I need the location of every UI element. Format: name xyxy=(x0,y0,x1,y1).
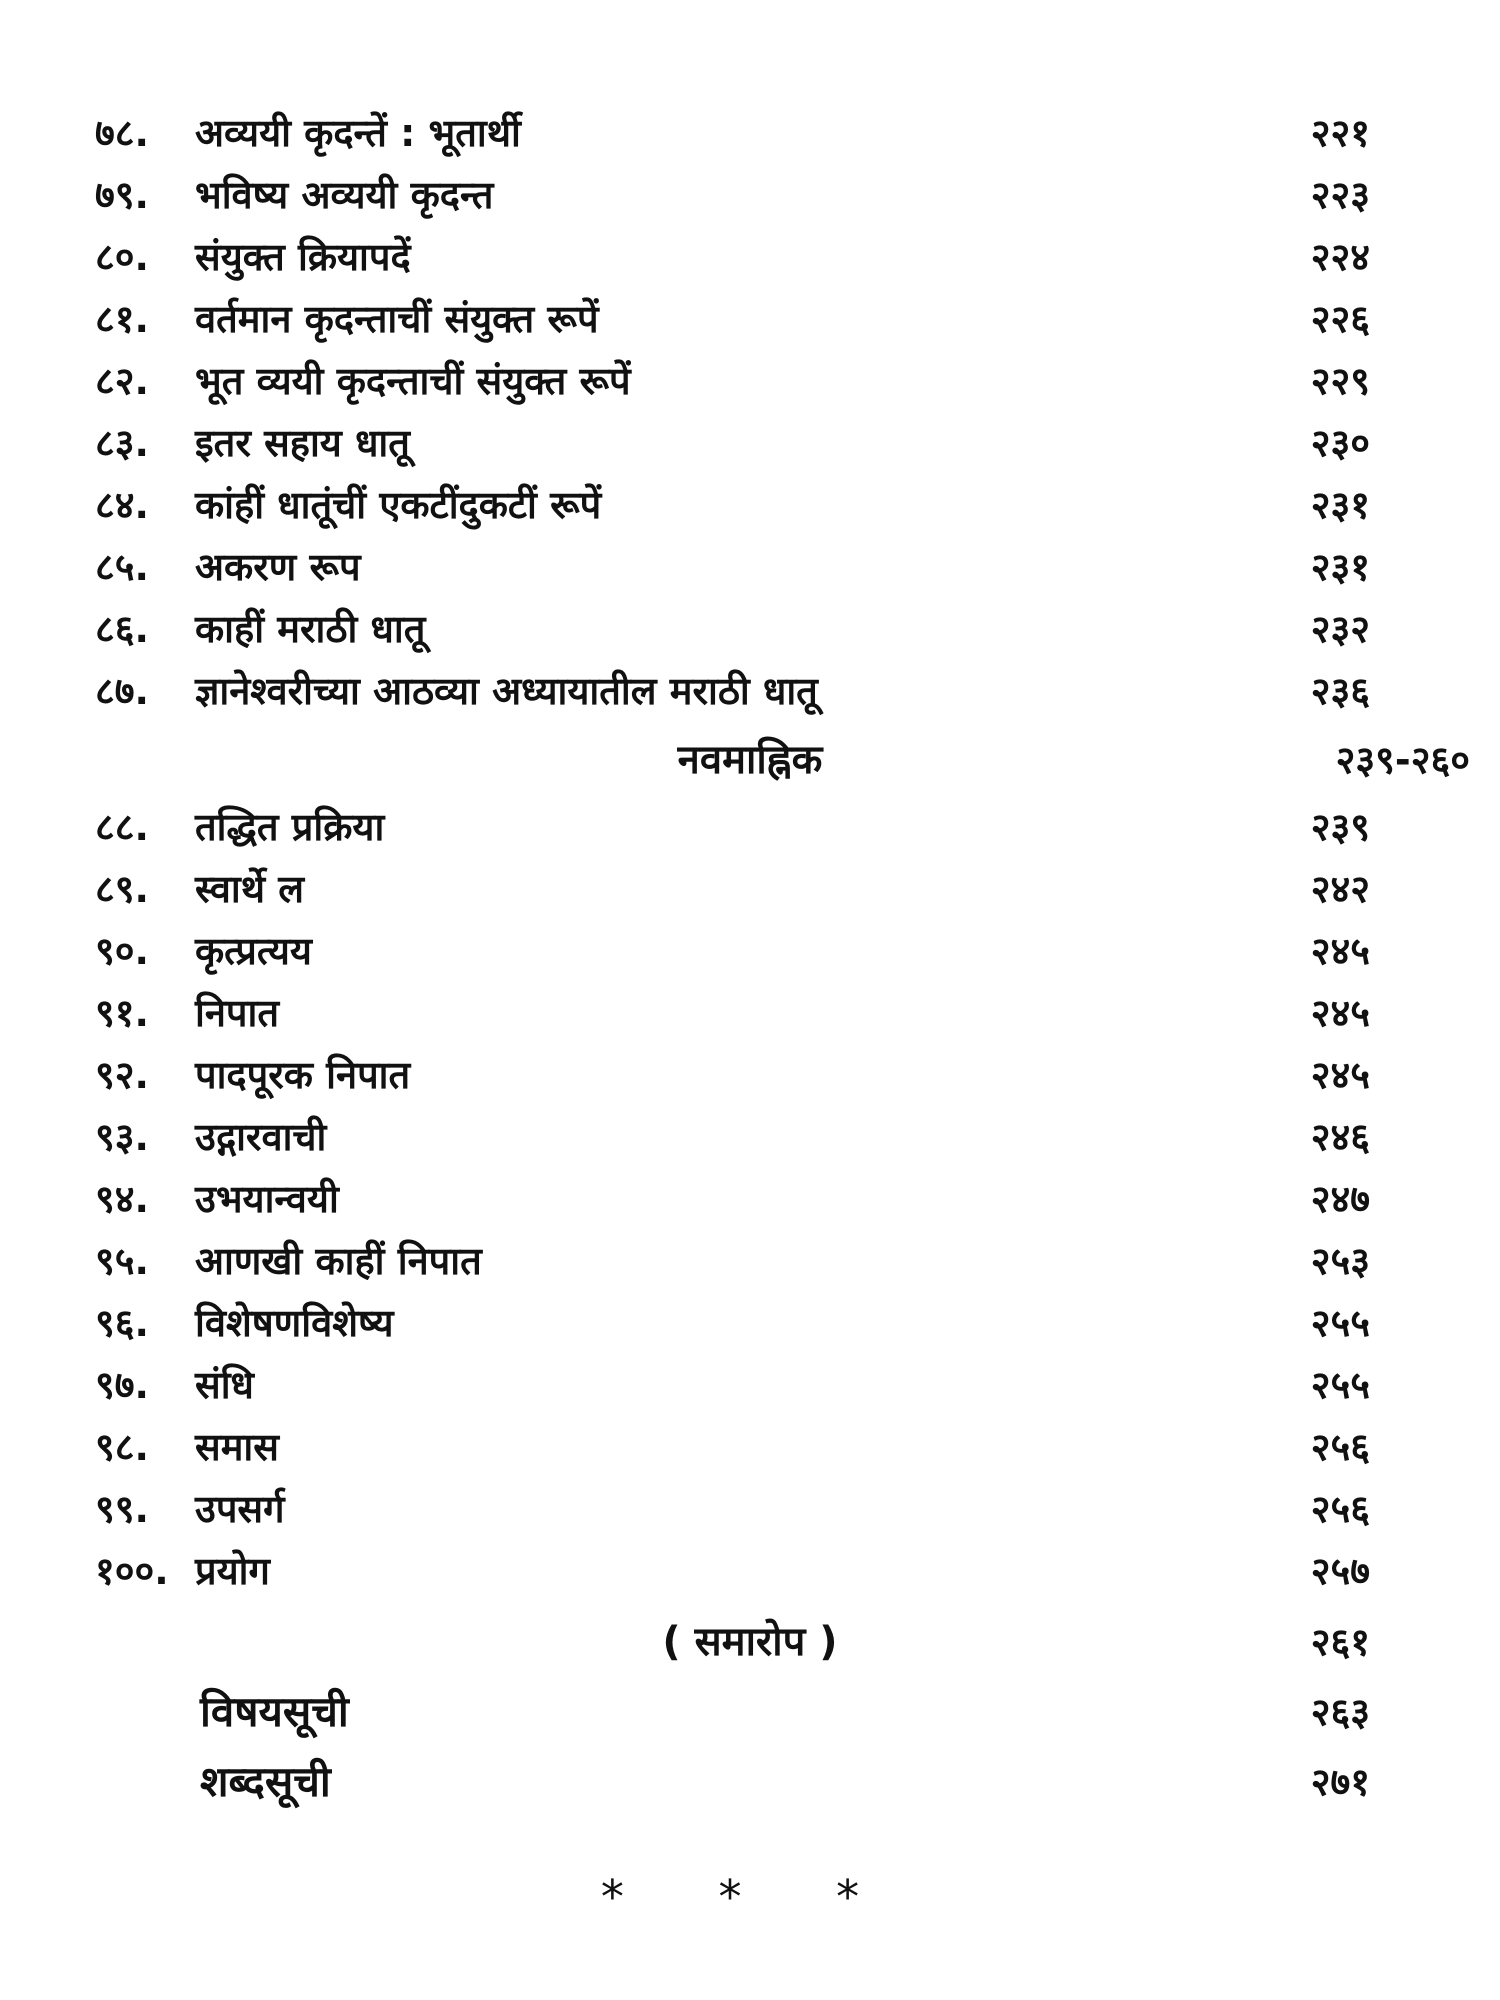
entry-title: उपसर्ग xyxy=(195,1487,285,1531)
entry-title: ज्ञानेश्वरीच्या आठव्या अध्यायातील मराठी धातू xyxy=(195,669,818,713)
entry-title: काहीं मराठी धातू xyxy=(195,607,426,651)
entry-page: २२६ xyxy=(1310,297,1370,341)
entry-number: ८८. xyxy=(95,805,149,849)
entry-page: २३२ xyxy=(1310,607,1370,651)
entry-number: ८३. xyxy=(95,421,149,465)
entry-page: २४५ xyxy=(1310,991,1370,1035)
entry-title: संयुक्त क्रियापदें xyxy=(195,235,411,279)
toc-entry xyxy=(0,983,1500,1043)
entry-title: प्रयोग xyxy=(195,1549,270,1593)
toc-entry xyxy=(0,413,1500,473)
toc-entry xyxy=(0,537,1500,597)
entry-number: ९६. xyxy=(95,1301,149,1345)
entry-number: ८१. xyxy=(95,297,149,341)
entry-title: समास xyxy=(195,1425,279,1469)
index-title: विषयसूची xyxy=(200,1687,349,1736)
entry-number: ८०. xyxy=(95,235,149,279)
entry-page: २३१ xyxy=(1310,483,1370,527)
toc-entry xyxy=(0,475,1500,535)
toc-entry xyxy=(0,1293,1500,1353)
entry-title: अकरण रूप xyxy=(195,545,361,589)
toc-entry xyxy=(0,227,1500,287)
section-heading xyxy=(0,730,1500,790)
entry-number: ८६. xyxy=(95,607,149,651)
entry-page: २५७ xyxy=(1310,1549,1370,1593)
entry-number: ९२. xyxy=(95,1053,149,1097)
entry-page: २४५ xyxy=(1310,1053,1370,1097)
closing-title: ( समारोप ) xyxy=(662,1619,838,1665)
entry-title: कांहीं धातूंचीं एकटींदुकटीं रूपें xyxy=(195,483,602,527)
toc-entry xyxy=(0,1355,1500,1415)
index-entry xyxy=(0,1752,1500,1812)
entry-page: २४२ xyxy=(1310,867,1370,911)
toc-entry xyxy=(0,289,1500,349)
entry-page: २४५ xyxy=(1310,929,1370,973)
toc-entry xyxy=(0,599,1500,659)
entry-page: २३० xyxy=(1310,421,1370,465)
toc-entry xyxy=(0,1045,1500,1105)
entry-number: ८४. xyxy=(95,483,149,527)
entry-title: भूत व्ययी कृदन्ताचीं संयुक्त रूपें xyxy=(195,359,631,403)
entry-number: ९८. xyxy=(95,1425,149,1469)
entry-title: आणखी काहीं निपात xyxy=(195,1239,482,1283)
entry-number: ९५. xyxy=(95,1239,149,1283)
toc-entry xyxy=(0,351,1500,411)
entry-title: तद्धित प्रक्रिया xyxy=(195,805,385,849)
entry-title: वर्तमान कृदन्ताचीं संयुक्त रूपें xyxy=(195,297,599,341)
toc-entry xyxy=(0,797,1500,857)
entry-page: २२९ xyxy=(1310,359,1370,403)
toc-entry xyxy=(0,859,1500,919)
index-page: २६३ xyxy=(1310,1690,1370,1734)
entry-page: २३६ xyxy=(1310,669,1370,713)
section-page-range: २३९-२६० xyxy=(1335,738,1470,782)
entry-page: २५६ xyxy=(1310,1425,1370,1469)
entry-title: उद्गारवाची xyxy=(195,1115,327,1159)
entry-page: २५५ xyxy=(1310,1363,1370,1407)
index-page: २७१ xyxy=(1310,1760,1370,1804)
entry-title: भविष्य अव्ययी कृदन्त xyxy=(195,173,494,217)
entry-number: ९९. xyxy=(95,1487,149,1531)
toc-entry xyxy=(0,1479,1500,1539)
entry-title: अव्ययी कृदन्तें : भूतार्थी xyxy=(195,111,521,155)
entry-number: ८५. xyxy=(95,545,149,589)
entry-number: ९०. xyxy=(95,929,149,973)
entry-number: ७९. xyxy=(95,173,149,217)
entry-title: विशेषणविशेष्य xyxy=(195,1301,394,1345)
toc-entry xyxy=(0,165,1500,225)
entry-page: २२३ xyxy=(1310,173,1370,217)
entry-title: संधि xyxy=(195,1363,254,1407)
index-entry xyxy=(0,1682,1500,1742)
entry-title: उभयान्वयी xyxy=(195,1177,339,1221)
entry-number: ७८. xyxy=(95,111,149,155)
toc-entry xyxy=(0,1169,1500,1229)
closing-entry xyxy=(0,1612,1500,1672)
toc-entry xyxy=(0,1417,1500,1477)
section-title: नवमाह्निक xyxy=(677,737,823,783)
entry-title: निपात xyxy=(195,991,280,1035)
entry-number: १००. xyxy=(95,1549,169,1593)
entry-page: २३१ xyxy=(1310,545,1370,589)
entry-number: ८२. xyxy=(95,359,149,403)
toc-entry xyxy=(0,1541,1500,1601)
toc-entry xyxy=(0,661,1500,721)
entry-page: २५५ xyxy=(1310,1301,1370,1345)
entry-page: २२१ xyxy=(1310,111,1370,155)
toc-entry xyxy=(0,921,1500,981)
entry-title: पादपूरक निपात xyxy=(195,1053,411,1097)
end-ornament: * * * xyxy=(600,1870,900,1924)
entry-number: ९४. xyxy=(95,1177,149,1221)
entry-number: ८७. xyxy=(95,669,149,713)
entry-page: २३९ xyxy=(1310,805,1370,849)
entry-number: ८९. xyxy=(95,867,149,911)
entry-number: ९१. xyxy=(95,991,149,1035)
entry-page: २४७ xyxy=(1310,1177,1370,1221)
entry-title: इतर सहाय धातू xyxy=(195,421,410,465)
entry-page: २२४ xyxy=(1310,235,1370,279)
entry-page: २४६ xyxy=(1310,1115,1370,1159)
entry-page: २५३ xyxy=(1310,1239,1370,1283)
entry-number: ९३. xyxy=(95,1115,149,1159)
entry-title: स्वार्थे ल xyxy=(195,867,305,911)
toc-entry xyxy=(0,103,1500,163)
toc-entry xyxy=(0,1231,1500,1291)
toc-entry xyxy=(0,1107,1500,1167)
entry-title: कृत्प्रत्यय xyxy=(195,929,312,973)
closing-page: २६१ xyxy=(1310,1620,1370,1664)
entry-page: २५६ xyxy=(1310,1487,1370,1531)
entry-number: ९७. xyxy=(95,1363,149,1407)
index-title: शब्दसूची xyxy=(200,1757,331,1806)
